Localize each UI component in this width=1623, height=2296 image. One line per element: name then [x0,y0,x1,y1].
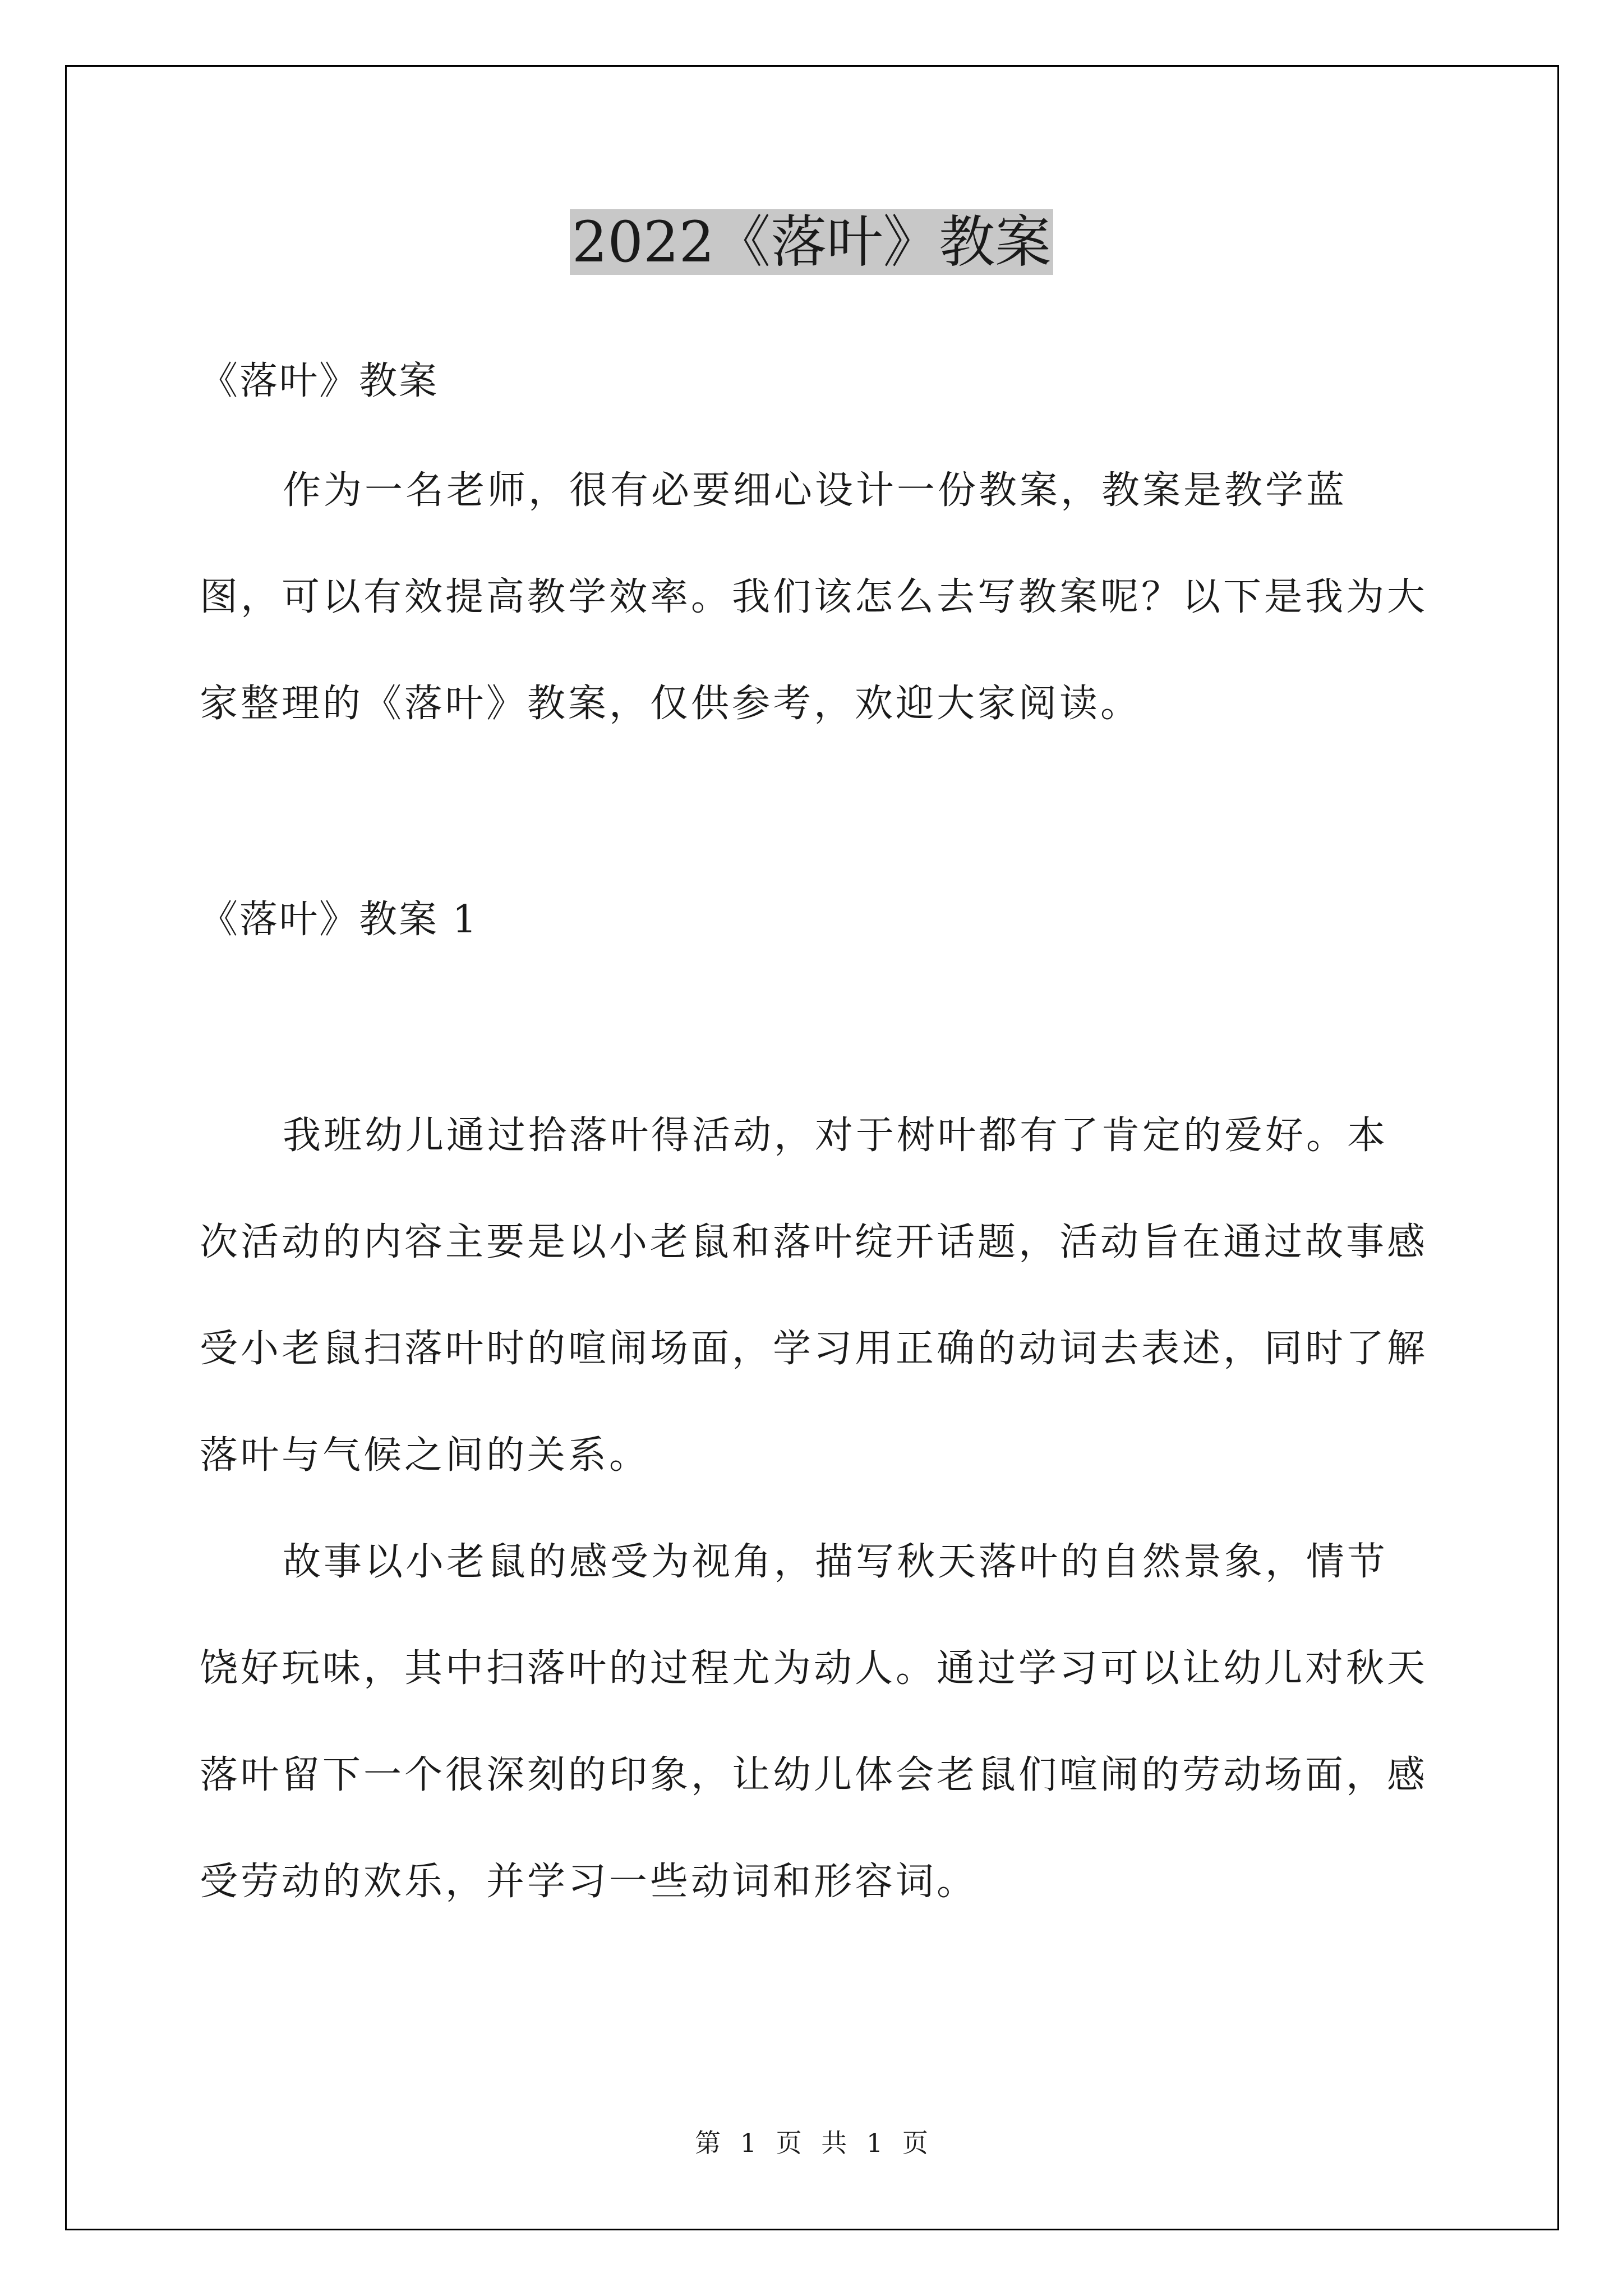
document-title-text: 2022《落叶》教案 [570,209,1054,275]
document-title [0,209,1623,276]
section1-paragraph-2: 故事以小老鼠的感受为视角，描写秋天落叶的自然景象，情节饶好玩味，其中扫落叶的过程尤为动人。通过学习可以让幼儿对秋天落叶留下一个很深刻的印象，让幼儿体会老鼠们喧闹的劳动场面，感受劳动的欢乐，并学习一些动词和形容词。 [200,1540,1428,1904]
section1-paragraph-1: 我班幼儿通过拾落叶得活动，对于树叶都有了肯定的爱好。本次活动的内容主要是以小老鼠和落叶绽开话题，活动旨在通过故事感受小老鼠扫落叶时的喧闹场面，学习用正确的动词去表述，同时了解落叶与气候之间的关系。 [200,1114,1428,1478]
intro-paragraph: 作为一名老师，很有必要细心设计一份教案，教案是教学蓝图，可以有效提高教学效率。我们该怎么去写教案呢？以下是我为大家整理的《落叶》教案，仅供参考，欢迎大家阅读。 [200,468,1428,726]
page-footer: 第 1 页 共 1 页 [695,2128,928,2158]
document-subtitle: 《落叶》教案 [200,359,439,403]
section1-heading: 《落叶》教案 1 [200,898,478,942]
